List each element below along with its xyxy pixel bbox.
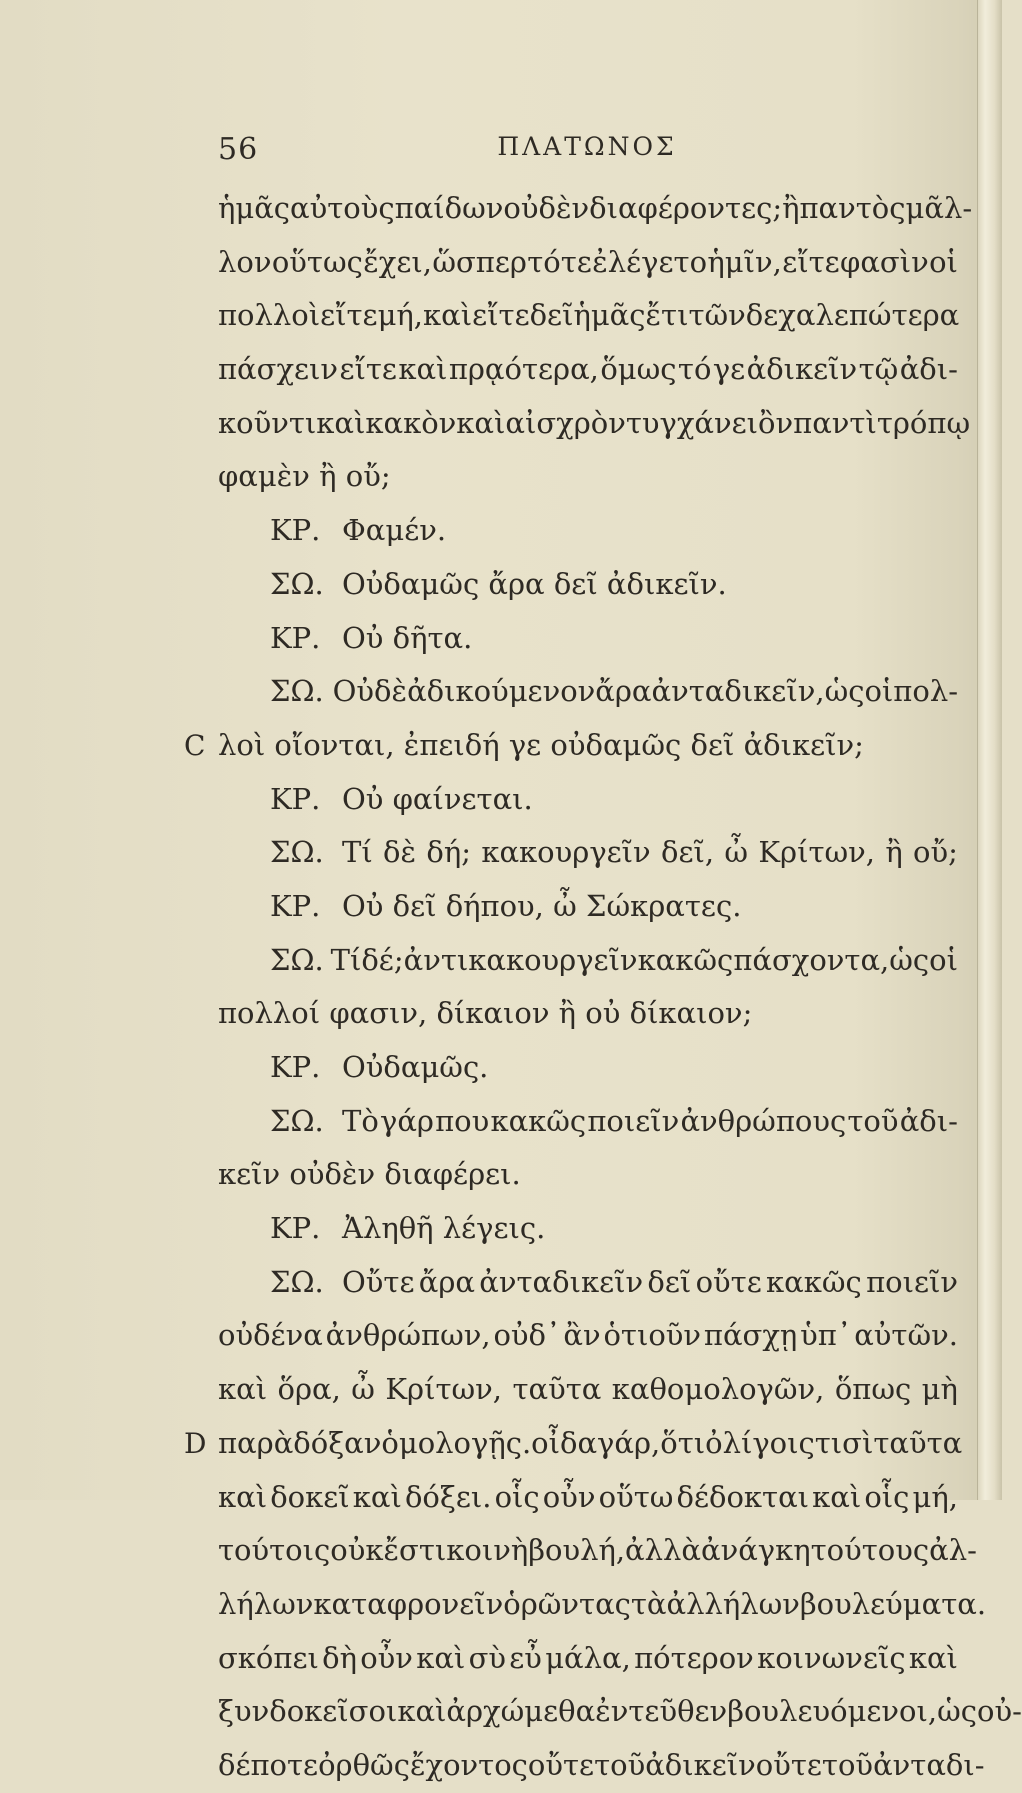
- text-line: [218, 826, 958, 880]
- word: οὐδὲν: [503, 191, 590, 225]
- text-line: [218, 773, 958, 827]
- word: μή,: [377, 298, 424, 333]
- text-line: [218, 397, 971, 451]
- word: καὶ: [218, 1479, 268, 1514]
- word: οἱ: [929, 244, 958, 279]
- word: ξυνδοκεῖ: [218, 1694, 349, 1729]
- line-text: Οὐ δεῖ δήπου, ὦ Σώκρατες.: [342, 888, 742, 923]
- word: σκόπει: [218, 1640, 319, 1675]
- text-line: [218, 1632, 958, 1686]
- word: ἀδι-: [899, 352, 958, 387]
- word: μή,: [912, 1479, 958, 1514]
- text-line: [218, 236, 958, 290]
- word: ἄρα: [595, 674, 652, 709]
- text-line: [218, 1148, 958, 1202]
- word: παρὰ: [218, 1425, 294, 1460]
- word: οὔτε: [755, 1747, 822, 1782]
- word: πάσχειν: [218, 352, 339, 387]
- line-words: [218, 1685, 1022, 1739]
- page-number: 56: [218, 132, 259, 167]
- word: που: [435, 1103, 490, 1138]
- text-line: [218, 1202, 958, 1256]
- text-line: [218, 987, 958, 1041]
- line-words: [218, 1578, 986, 1632]
- word: κοινὴ: [446, 1533, 529, 1568]
- text-line: [184, 1417, 963, 1471]
- word: δέποτε: [218, 1747, 319, 1782]
- speaker-label: ΚΡ.: [270, 1211, 321, 1246]
- word: ὁρῶντας: [503, 1586, 631, 1621]
- word: οἱ: [864, 674, 894, 709]
- line-words: [342, 826, 958, 880]
- text-line: [218, 1041, 958, 1095]
- word: Οὔτε: [342, 1264, 415, 1299]
- text-line: [184, 719, 958, 773]
- line-text: φαμὲν ἢ οὔ;: [218, 459, 391, 494]
- word: γάρ: [379, 1103, 434, 1138]
- text-line: [218, 450, 958, 504]
- line-words: [331, 934, 958, 988]
- word: καὶ: [316, 405, 366, 440]
- line-words: [218, 397, 970, 451]
- line-words: [218, 1739, 985, 1793]
- word: ἀλλὰ: [625, 1533, 701, 1568]
- word: αὐτῶν.: [854, 1318, 958, 1353]
- line-text: κεῖν οὐδὲν διαφέρει.: [218, 1157, 521, 1192]
- word: κακῶς: [766, 1264, 862, 1299]
- word: Κρίτων,: [385, 1372, 502, 1407]
- word: ἀνθρώπους: [680, 1103, 847, 1138]
- word: ἀδικεῖν: [746, 352, 858, 387]
- speaker-label: ΚΡ.: [270, 620, 321, 655]
- line-text: Οὐ φαίνεται.: [342, 781, 533, 816]
- word: πρᾳότερα,: [448, 352, 599, 387]
- word: ἡμᾶς: [573, 298, 646, 333]
- word: εἴτε: [782, 244, 840, 279]
- word: τρόπῳ: [876, 405, 971, 440]
- word: εἴτε: [320, 298, 378, 333]
- word: ὁμολογῇς.: [381, 1425, 532, 1460]
- word: τῶνδε: [688, 298, 779, 333]
- page-header: [218, 132, 956, 178]
- word: πάσχοντα,: [733, 942, 890, 977]
- word: οὔτε: [527, 1747, 595, 1782]
- word: καὶ: [423, 298, 473, 333]
- word: πολ-: [893, 674, 958, 709]
- word: ὀρθῶς: [318, 1747, 410, 1782]
- word: οὐδ᾽: [493, 1318, 561, 1353]
- word: δεῖ,: [661, 835, 715, 870]
- word: οἷς: [494, 1479, 540, 1514]
- word: παντὶ: [793, 405, 877, 440]
- word: ὥσπερ: [432, 244, 527, 279]
- word: ἀνάγκη: [700, 1533, 811, 1568]
- word: μὴ: [921, 1372, 958, 1407]
- line-text: λοὶ οἴονται, ἐπειδή γε οὐδαμῶς δεῖ ἀδικεῖν;: [218, 727, 864, 762]
- running-head: ΠΛΑΤΩΝΟΣ: [497, 132, 677, 161]
- word: μᾶλ-: [905, 191, 973, 225]
- word: γάρ,: [597, 1425, 661, 1460]
- word: δέ;: [361, 942, 404, 977]
- word: οὐδένα: [218, 1318, 323, 1353]
- book-gutter: [977, 0, 1002, 1500]
- word: δή;: [426, 835, 472, 870]
- word: κοινωνεῖς: [757, 1640, 906, 1675]
- section-marker: C: [184, 728, 206, 762]
- word: Κρίτων,: [758, 835, 876, 870]
- word: Τὸ: [342, 1103, 379, 1138]
- text-line: [218, 880, 958, 934]
- word: τοῦ: [847, 1103, 899, 1138]
- text-line: [218, 934, 958, 988]
- line-words: [218, 343, 958, 397]
- text-line: [218, 1524, 977, 1578]
- line-text: πολλοί φασιν, δίκαιον ἢ οὐ δίκαιον;: [218, 996, 753, 1031]
- word: ὡς: [889, 942, 930, 977]
- word: δοκεῖ: [270, 1479, 350, 1514]
- word: ὅρα,: [277, 1372, 341, 1407]
- word: σὺ: [468, 1640, 506, 1675]
- word: καταφρονεῖν: [313, 1586, 504, 1621]
- speaker-label: ΚΡ.: [270, 888, 321, 923]
- word: καὶ: [398, 352, 448, 387]
- text-line: [218, 1739, 985, 1793]
- word: ἀνταδικεῖν,: [651, 674, 825, 709]
- word: βουλή,: [528, 1533, 626, 1568]
- text-line: [218, 1685, 1022, 1739]
- line-words: [218, 1309, 958, 1363]
- word: ἡμᾶς: [218, 191, 291, 225]
- line-words: [218, 1471, 958, 1525]
- text-line: [218, 612, 958, 666]
- speaker-label: ΚΡ.: [270, 1050, 321, 1084]
- word: αὐτοὺς: [290, 191, 395, 225]
- word: λον: [218, 244, 272, 279]
- word: καὶ: [812, 1479, 862, 1514]
- word: Τί: [330, 942, 362, 977]
- word: ὅπως: [834, 1372, 912, 1407]
- text-line: [218, 1363, 958, 1417]
- word: καὶ: [352, 1479, 402, 1514]
- text-line: [218, 1095, 958, 1149]
- word: καὶ: [416, 1640, 466, 1675]
- text-line: [218, 558, 958, 612]
- line-words: [218, 1632, 958, 1686]
- word: ἀνθρώπων,: [325, 1318, 491, 1353]
- word: τυγχάνει: [625, 405, 759, 440]
- word: τοῦ: [821, 1747, 874, 1782]
- word: βουλεύματα.: [799, 1586, 987, 1621]
- word: ὡς: [824, 674, 865, 709]
- word: εἴτε: [339, 352, 397, 387]
- word: ἔτι: [645, 298, 689, 333]
- word: ποιεῖν: [587, 1103, 680, 1138]
- line-words: [218, 182, 972, 236]
- word: ὡς: [937, 1694, 977, 1729]
- word: ἂν: [563, 1318, 601, 1353]
- word: καὶ: [397, 1694, 447, 1729]
- word: κακῶς: [637, 942, 734, 977]
- word: τισὶ: [814, 1425, 874, 1460]
- word: ἐντεῦθεν: [595, 1694, 728, 1729]
- word: ἔστι: [383, 1533, 447, 1568]
- word: Τί: [342, 835, 373, 870]
- word: παντὸς: [799, 191, 906, 225]
- word: τῷ: [858, 352, 899, 387]
- word: Οὐδὲ: [332, 674, 408, 709]
- word: οὕτω: [598, 1479, 674, 1514]
- line-words: [218, 1417, 962, 1471]
- word: τούτοις: [218, 1533, 331, 1568]
- word: δόξει.: [404, 1479, 492, 1514]
- text-line: [218, 1578, 987, 1632]
- word: κοῦντι: [218, 405, 317, 440]
- word: λήλων: [218, 1586, 314, 1621]
- word: καὶ: [218, 1372, 268, 1407]
- word: δὲ: [383, 835, 417, 870]
- word: καὶ: [456, 405, 506, 440]
- line-words: [333, 665, 958, 719]
- word: δεῖ: [529, 298, 574, 333]
- word: ἔχοντος: [409, 1747, 528, 1782]
- text-line: [218, 1471, 958, 1525]
- text-line: [218, 1309, 958, 1363]
- word: ποιεῖν: [866, 1264, 958, 1299]
- word: οὐ-: [977, 1694, 1022, 1729]
- word: ἀντικακουργεῖν: [403, 942, 638, 977]
- speaker-label: ΚΡ.: [270, 513, 321, 548]
- text-line: [218, 665, 958, 719]
- section-marker: D: [184, 1426, 207, 1460]
- word: ἄρα: [418, 1264, 475, 1299]
- word: ἢ: [885, 835, 903, 870]
- text-line: [218, 289, 958, 343]
- text-line: [218, 182, 973, 236]
- word: ἀδι-: [899, 1103, 958, 1138]
- word: αἰσχρὸν: [505, 405, 626, 440]
- word: πότερον: [634, 1640, 754, 1675]
- word: οἷς: [864, 1479, 910, 1514]
- word: ἔχει,: [363, 244, 432, 279]
- word: οὐκ: [330, 1533, 384, 1568]
- word: ἀδικούμενον: [407, 674, 596, 709]
- word: ταῦτα: [512, 1372, 602, 1407]
- word: κακῶς: [490, 1103, 587, 1138]
- word: οὖν: [360, 1640, 413, 1675]
- speaker-label: ΣΩ.: [270, 566, 324, 601]
- line-words: [342, 1256, 958, 1310]
- word: πάσχῃ: [703, 1318, 798, 1353]
- word: τούτους: [810, 1533, 930, 1568]
- speaker-label: ΣΩ.: [270, 1103, 324, 1138]
- line-text: Οὐδαμῶς ἄρα δεῖ ἀδικεῖν.: [342, 566, 727, 601]
- word: οἶδα: [531, 1425, 598, 1460]
- word: ἡμῖν,: [707, 244, 782, 279]
- word: σοι: [348, 1694, 398, 1729]
- word: φασὶν: [840, 244, 929, 279]
- word: τὰ: [630, 1586, 667, 1621]
- word: παίδων: [394, 191, 504, 225]
- speaker-label: ΣΩ.: [270, 835, 324, 870]
- word: ὀλίγοις: [705, 1425, 815, 1460]
- line-words: [342, 1095, 958, 1149]
- word: ὦ: [724, 835, 749, 870]
- word: ἀνταδι-: [873, 1747, 985, 1782]
- word: κακουργεῖν: [481, 835, 651, 870]
- word: οὖν: [542, 1479, 596, 1514]
- speaker-label: ΣΩ.: [270, 942, 324, 977]
- speaker-label: ΣΩ.: [270, 1264, 324, 1299]
- word: δόξαν: [293, 1425, 382, 1460]
- word: ὑπ᾽: [800, 1318, 852, 1353]
- word: εὖ: [509, 1640, 542, 1675]
- line-words: [218, 1524, 977, 1578]
- line-text: Ἀληθῆ λέγεις.: [342, 1211, 546, 1246]
- word: ταῦτα: [873, 1425, 963, 1460]
- line-text: Φαμέν.: [342, 513, 447, 548]
- word: διαφέροντες;: [589, 191, 783, 225]
- word: ὅτι: [660, 1425, 706, 1460]
- word: ὅμως: [600, 352, 677, 387]
- line-words: [218, 289, 959, 343]
- word: οὔτε: [695, 1264, 762, 1299]
- word: οὔ;: [913, 835, 958, 870]
- word: μάλα,: [545, 1640, 631, 1675]
- word: ἀδικεῖν: [645, 1747, 756, 1782]
- word: πολλοὶ: [218, 298, 321, 333]
- line-text: Οὐ δῆτα.: [342, 620, 473, 655]
- word: δὴ: [322, 1640, 357, 1675]
- word: γε: [712, 352, 746, 387]
- word: τοῦ: [594, 1747, 646, 1782]
- text-line: [218, 343, 958, 397]
- text-line: [218, 504, 958, 558]
- line-text: Οὐδαμῶς.: [342, 1050, 489, 1084]
- word: βουλευόμενοι,: [727, 1694, 938, 1729]
- word: ἀνταδικεῖν: [479, 1264, 644, 1299]
- word: δεῖ: [647, 1264, 692, 1299]
- line-words: [218, 1363, 958, 1417]
- line-words: [218, 236, 958, 290]
- word: οὕτως: [271, 244, 363, 279]
- word: ἐλέγετο: [592, 244, 708, 279]
- word: ἀλλήλων: [666, 1586, 800, 1621]
- body-text: [184, 182, 1022, 1793]
- word: τότε: [527, 244, 592, 279]
- word: ἢ: [782, 191, 800, 225]
- word: καθομολογῶν,: [611, 1372, 825, 1407]
- word: κακὸν: [365, 405, 457, 440]
- word: δέδοκται: [676, 1479, 810, 1514]
- speaker-label: ΚΡ.: [270, 781, 321, 816]
- word: οἱ: [929, 942, 958, 977]
- word: ὁτιοῦν: [603, 1318, 702, 1353]
- word: ἀλ-: [929, 1533, 977, 1568]
- word: καὶ: [908, 1640, 958, 1675]
- speaker-label: ΣΩ.: [270, 674, 324, 709]
- word: εἴτε: [472, 298, 530, 333]
- word: χαλεπώτερα: [778, 298, 960, 333]
- word: ὂν: [758, 405, 794, 440]
- word: ἀρχώμεθα: [446, 1694, 596, 1729]
- text-line: [218, 1256, 958, 1310]
- word: ὦ: [351, 1372, 375, 1407]
- word: τό: [677, 352, 712, 387]
